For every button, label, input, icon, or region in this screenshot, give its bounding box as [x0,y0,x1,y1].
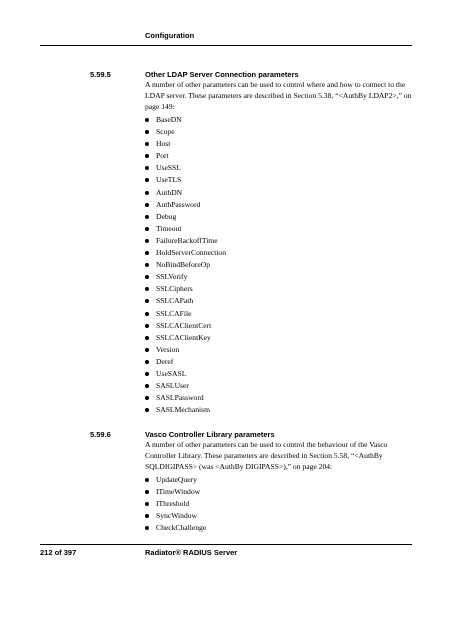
bullet-icon [145,384,149,388]
list-item [145,224,226,236]
section-paragraph: A number of other parameters can be used to control the behaviour of the Vasco Controller Library. These parameters are described in Section 5.58, “<AuthBy SQLDIGIPASS> (was <AuthBy DIGIPASS>),” on page 204: [145,440,388,471]
list-item [145,333,226,345]
list-item [145,369,226,381]
list-item-text: UseSSL [156,163,181,173]
bullet-icon [145,478,149,482]
list-item [145,357,226,369]
bullet-icon [145,130,149,134]
list-item [145,272,226,284]
list-item [145,260,226,272]
bullet-icon [145,178,149,182]
section-title: Other LDAP Server Connection parameters [145,70,299,79]
list-item-text: CheckChallenge [156,523,207,533]
footer-rule [40,544,412,545]
list-item [145,523,206,535]
bullet-icon [145,312,149,316]
list-item-text: SSLCAPath [156,296,194,306]
list-item-text: Deref [156,356,174,366]
list-item [145,115,226,127]
list-item [145,212,226,224]
list-item [145,499,206,511]
running-header: Configuration [145,31,195,40]
list-item [145,296,226,308]
list-item-text: Scope [156,127,175,137]
list-item-text: ITimeWindow [156,487,201,497]
list-item [145,487,206,499]
header-rule [40,45,412,46]
list-item-text: HoldServerConnection [156,248,227,258]
bullet-icon [145,239,149,243]
section-number: 5.59.5 [90,70,111,79]
list-item [145,405,226,417]
section-paragraph: A number of other parameters can be used to control where and how to connect to the LDAP server. These parameters are described in Section 5.38, “<AuthBy LDAP2>,” on page 149: [145,80,412,111]
bullet-icon [145,324,149,328]
list-item-text: Version [156,344,180,354]
list-item-text: UpdateQuery [156,475,197,484]
page-number: 212 of 397 [40,548,77,557]
list-item-text: Host [156,139,171,149]
bullet-icon [145,514,149,518]
bullet-icon [145,348,149,352]
bullet-icon [145,142,149,146]
section-title: Vasco Controller Library parameters [145,430,275,439]
bullet-icon [145,275,149,279]
ldap-parameter-list [145,115,226,417]
list-item-text: SSLCiphers [156,284,193,294]
list-item [145,163,226,175]
bullet-icon [145,408,149,412]
list-item [145,284,226,296]
list-item [145,309,226,321]
bullet-icon [145,227,149,231]
bullet-icon [145,203,149,207]
list-item-text: SyncWindow [156,511,198,521]
list-item [145,139,226,151]
list-item-text: UseTLS [156,175,182,185]
bullet-icon [145,251,149,255]
list-item-text: Debug [156,211,177,221]
bullet-icon [145,263,149,267]
section-number: 5.59.6 [90,430,111,439]
list-item-text: SSLCAFile [156,308,192,318]
list-item-text: SASLUser [156,381,189,391]
list-item-text: SASLPassword [156,393,204,403]
list-item [145,200,226,212]
list-item-text: BaseDN [156,115,182,124]
list-item [145,151,226,163]
bullet-icon [145,154,149,158]
bullet-icon [145,287,149,291]
bullet-icon [145,336,149,340]
bullet-icon [145,526,149,530]
list-item-text: FailureBackoffTime [156,235,218,245]
vasco-parameter-list [145,475,206,535]
list-item-text: SSLCAClientCert [156,320,212,330]
bullet-icon [145,191,149,195]
list-item [145,175,226,187]
list-item [145,511,206,523]
list-item-text: AuthDN [156,187,183,197]
list-item [145,188,226,200]
list-item [145,127,226,139]
list-item-text: SSLVerify [156,272,188,282]
list-item-text: SASLMechanism [156,405,210,415]
product-name: Radiator® RADIUS Server [145,548,238,557]
list-item [145,248,226,260]
bullet-icon [145,299,149,303]
list-item [145,393,226,405]
list-item [145,381,226,393]
list-item-text: Port [156,151,169,161]
list-item [145,321,226,333]
bullet-icon [145,166,149,170]
list-item-text: NoBindBeforeOp [156,260,210,270]
bullet-icon [145,502,149,506]
list-item [145,345,226,357]
bullet-icon [145,360,149,364]
list-item-text: SSLCAClientKey [156,332,211,342]
list-item-text: Timeout [156,223,182,233]
list-item [145,475,206,487]
bullet-icon [145,215,149,219]
bullet-icon [145,396,149,400]
bullet-icon [145,118,149,122]
list-item-text: AuthPassword [156,199,201,209]
list-item-text: IThreshold [156,499,190,509]
bullet-icon [145,372,149,376]
list-item [145,236,226,248]
bullet-icon [145,490,149,494]
list-item-text: UseSASL [156,368,187,378]
